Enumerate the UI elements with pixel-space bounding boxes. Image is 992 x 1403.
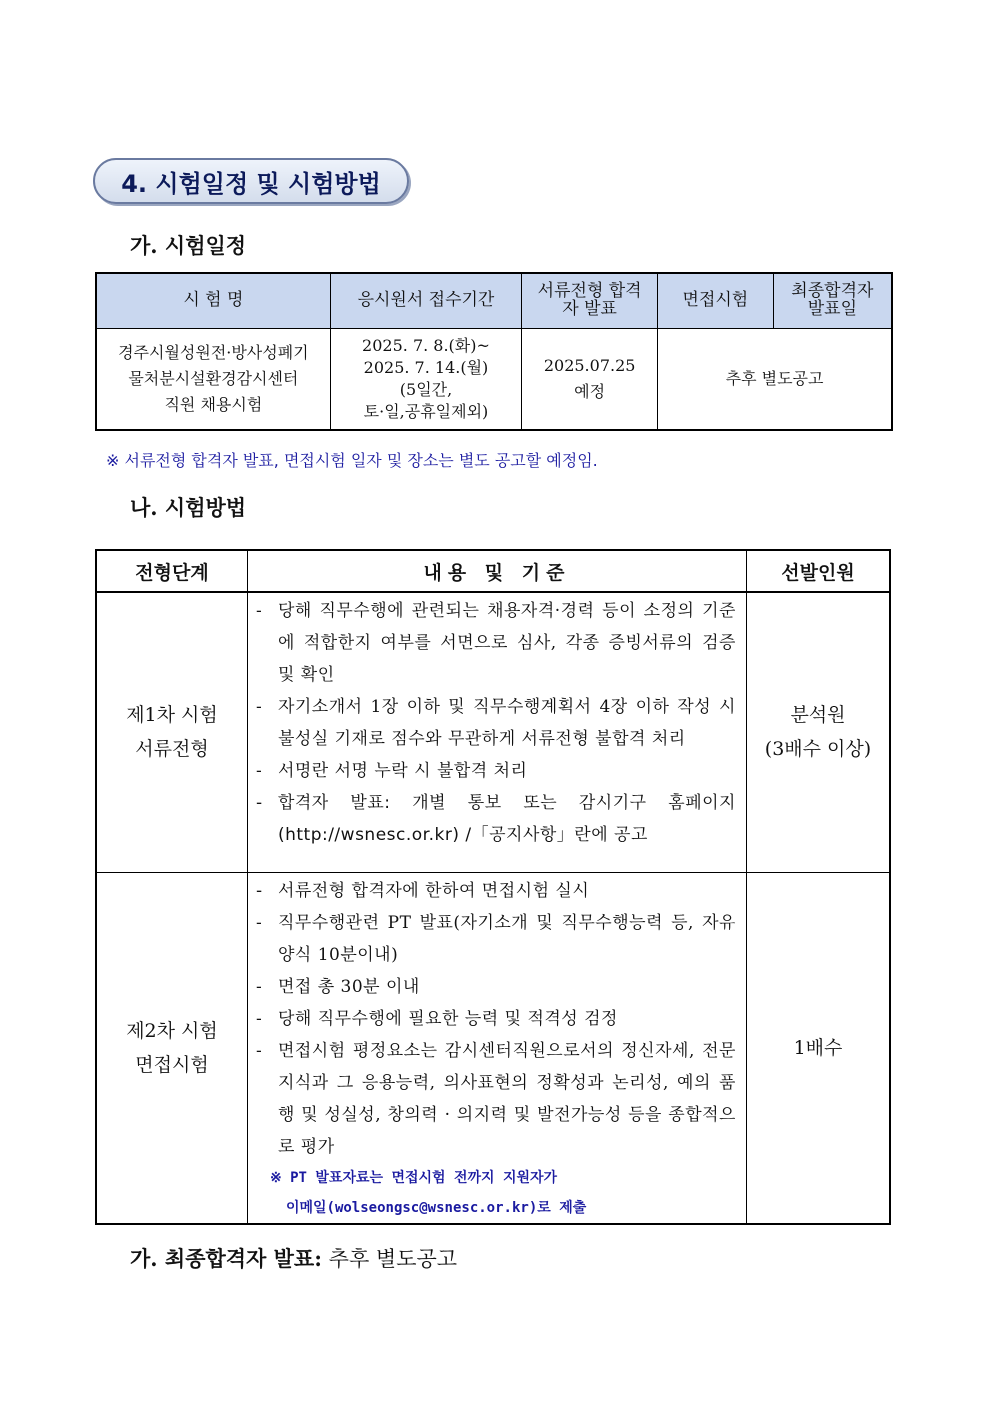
schedule-table xyxy=(95,272,893,431)
pt-note-line: 이메일(wolseongsc@wsnesc.or.kr)로 제출 xyxy=(285,1199,587,1216)
period-line: 2025. 7. 8.(화)~ xyxy=(362,336,490,355)
col-final-result: 최종합격자 발표일 xyxy=(773,273,892,329)
final-label: 가. 최종합격자 발표: xyxy=(130,1246,322,1271)
list-item: - 서류전형 합격자에 한하여 면접시험 실시 xyxy=(255,880,590,901)
exam-name-line: 직원 채용시험 xyxy=(164,395,263,414)
list-item: - 당해 직무수행에 관련되는 채용자격·경력 등이 소정의 기준에 적합한지 여부를 서면으로 심사, 각종 증빙서류의 검증 및 확인 xyxy=(255,601,736,685)
method-header-row xyxy=(96,550,890,592)
stage1-quota xyxy=(746,592,890,872)
section-title: 4. 시험일정 및 시험방법 xyxy=(93,158,409,204)
exam-name-line: 경주시월성원전·방사성폐기 xyxy=(118,343,309,362)
stage2-label xyxy=(96,872,247,1224)
schedule-heading: 가. 시험일정 xyxy=(130,233,247,258)
final-value: 추후 별도공고 xyxy=(328,1247,458,1271)
col-content: 내용 및 기준 xyxy=(247,550,746,592)
pt-note xyxy=(256,1163,736,1223)
quota-line: (3배수 이상) xyxy=(764,738,872,761)
stage2-items xyxy=(247,872,746,1224)
doc-result-line: 예정 xyxy=(574,382,606,401)
list-item: - 면접 총 30분 이내 xyxy=(255,976,420,997)
final-announcement xyxy=(130,1243,457,1273)
col-exam-name: 시 험 명 xyxy=(96,273,330,329)
list-item: - 합격자 발표: 개별 통보 또는 감시기구 홈페이지 (http://wsnesc.or.kr) /「공지사항」란에 공고 xyxy=(255,793,736,845)
list-item: - 자기소개서 1장 이하 및 직무수행계획서 4장 이하 작성 시 불성실 기재로 점수와 무관하게 서류전형 불합격 처리 xyxy=(255,697,736,749)
stage-line: 제1차 시험 xyxy=(126,704,218,727)
schedule-note: ※ 서류전형 합격자 발표, 면접시험 일자 및 장소는 별도 공고할 예정임. xyxy=(106,451,598,470)
col-document-result: 서류전형 합격자 발표 xyxy=(522,273,658,329)
quota-line: 분석원 xyxy=(790,704,846,727)
method-heading: 나. 시험방법 xyxy=(130,495,247,520)
exam-name-cell xyxy=(96,329,330,431)
method-table xyxy=(95,549,891,1225)
col-quota: 선발인원 xyxy=(746,550,890,592)
list-item: - 직무수행관련 PT 발표(자기소개 및 직무수행능력 등, 자유양식 10분이내) xyxy=(255,912,736,965)
stage-line: 제2차 시험 xyxy=(126,1019,218,1042)
stage1-items xyxy=(247,592,746,872)
col-application-period: 응시원서 접수기간 xyxy=(330,273,521,329)
stage-line: 면접시험 xyxy=(135,1053,209,1076)
col-stage: 전형단계 xyxy=(96,550,247,592)
stage-line: 서류전형 xyxy=(135,738,209,761)
stage1-label xyxy=(96,592,247,872)
stage2-quota xyxy=(746,872,890,1224)
list-item: - 서명란 서명 누락 시 불합격 처리 xyxy=(255,761,528,781)
stage1-row xyxy=(96,592,890,872)
period-line: 토·일,공휴일제외) xyxy=(363,402,489,421)
col-interview: 면접시험 xyxy=(658,273,774,329)
schedule-row xyxy=(96,329,892,431)
stage2-row xyxy=(96,872,890,1224)
schedule-header-row xyxy=(96,273,892,329)
later-notice-cell: 추후 별도공고 xyxy=(658,329,892,431)
quota-line: 1배수 xyxy=(793,1036,843,1059)
period-line: 2025. 7. 14.(월) xyxy=(363,358,489,377)
list-item: - 당해 직무수행에 필요한 능력 및 적격성 검정 xyxy=(255,1008,618,1029)
period-line: (5일간, xyxy=(399,380,453,399)
exam-name-line: 물처분시설환경감시센터 xyxy=(128,369,299,388)
doc-result-line: 2025.07.25 xyxy=(543,356,636,375)
pt-note-line: ※ PT 발표자료는 면접시험 전까지 지원자가 xyxy=(269,1169,558,1186)
list-item: - 면접시험 평정요소는 감시센터직원으로서의 정신자세, 전문지식과 그 응용능력, 의사표현의 정확성과 논리성, 예의 품행 및 성실성, 창의력 · 의지력 및 발전가능성 등을 종합적으로 평가 xyxy=(255,1040,736,1157)
document-result-cell xyxy=(522,329,658,431)
application-period-cell xyxy=(330,329,521,431)
